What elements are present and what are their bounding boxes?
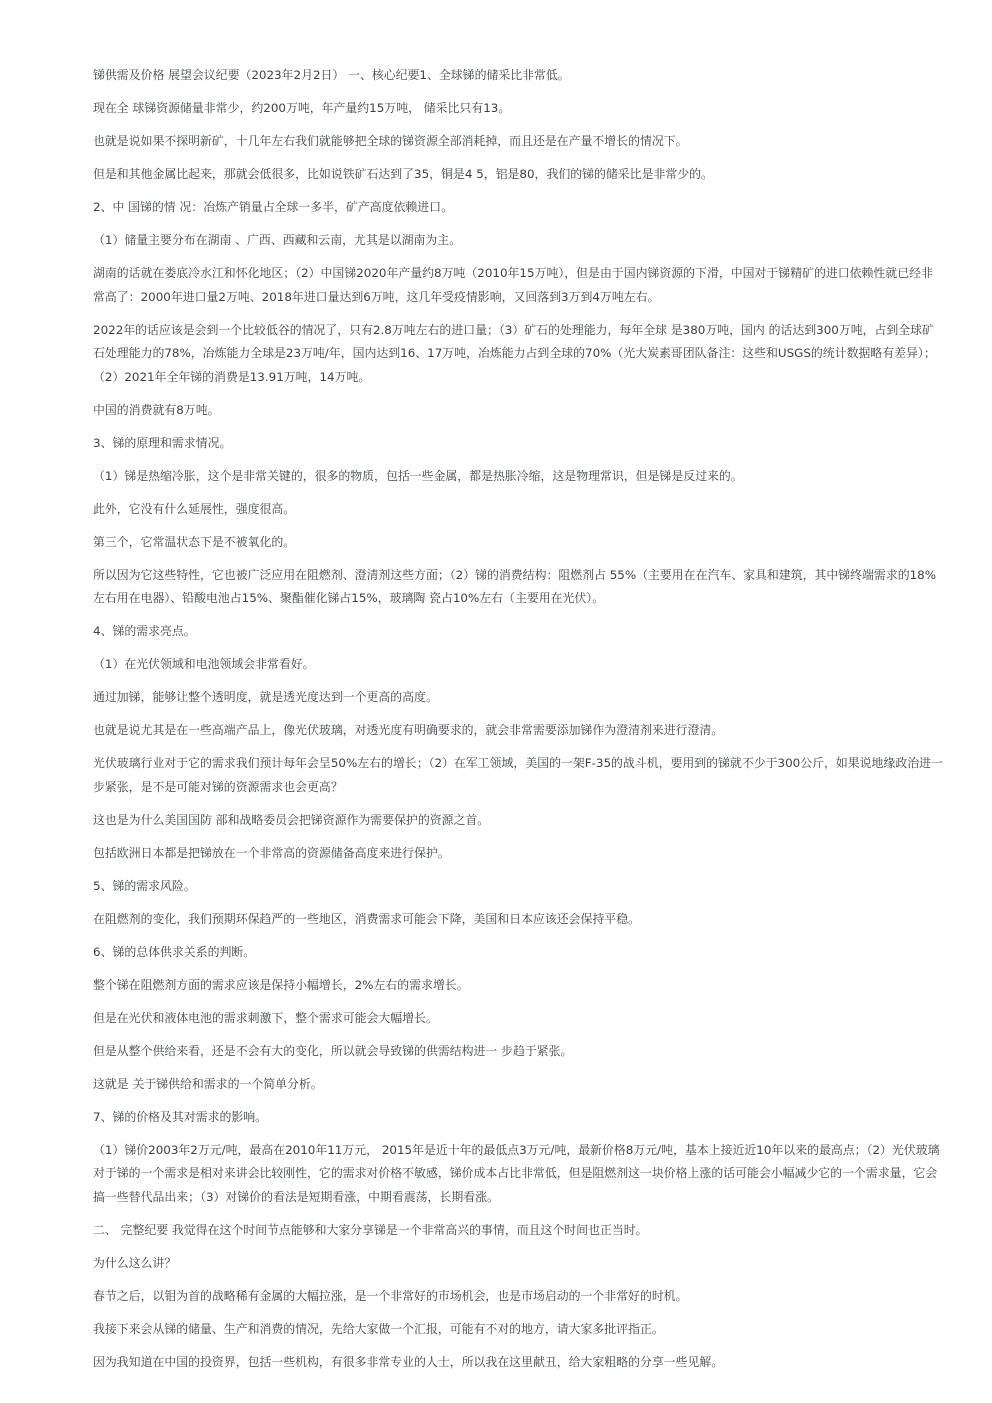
paragraph: 二、 完整纪要 我觉得在这个时间节点能够和大家分享锑是一个非常高兴的事情，而且这个时间也正当时。 [93,1222,648,1237]
paragraph: 这就是 关于锑供给和需求的一个简单分析。 [93,1076,323,1091]
paragraph: （1）储量主要分布在湖南 、广西、西藏和云南，尤其是以湖南为主。 [93,233,462,247]
section-heading: 7、锑的价格及其对需求的影响。 [93,1109,268,1124]
paragraph: 此外，它没有什么延展性，强度很高。 [93,501,296,516]
paragraph: 光伏玻璃行业对于它的需求我们预计每年会呈50%左右的增长；（2）在军工领域，美国的一架F-35的战斗机，要用到的锑就不少于300公斤，如果说地缘政治进一步紧张，是不是可能对锑的资源需求也会更高？ [93,756,943,794]
section-heading: 5、锑的需求风险。 [93,878,196,893]
paragraph: （1）在光伏领域和电池领域会非常看好。 [93,657,315,671]
paragraph: 为什么这么讲？ [93,1255,177,1270]
paragraph: 因为我知道在中国的投资界，包括一些机构，有很多非常专业的人士，所以我在这里献丑，给大家粗略的分享一些见解。 [93,1354,724,1369]
paragraph: 但是在光伏和液体电池的需求刺激下，整个需求可能会大幅增长。 [93,1010,438,1025]
paragraph: 所以因为它这些特性，它也被广泛应用在阻燃剂、澄清剂这些方面；（2）锑的消费结构：阻燃剂占 55%（主要用在在汽车、家具和建筑，其中锑终端需求的18%左右用在电器）、铅酸电池占15%、聚酯催化锑占15%，玻璃陶 瓷占10%左右（主要用在光伏）。 [93,567,937,605]
paragraph: 湖南的话就在娄底冷水江和怀化地区；（2）中国锑2020年产量约8万吨（2010年15万吨），但是由于国内锑资源的下滑，中国对于锑精矿的进口依赖性就已经非常高了：2000年进口量2万吨、2018年进口量达到6万吨，这几年受疫情影响，又回落到3万到4万吨左右。 [93,266,933,304]
document-body [93,64,943,1384]
section-heading: 6、锑的总体供求关系的判断。 [93,944,256,959]
paragraph: 春节之后，以钼为首的战略稀有金属的大幅拉涨，是一个非常好的市场机会，也是市场启动的一个非常好的时机。 [93,1288,688,1303]
paragraph: 也就是说如果不探明新矿，十几年左右我们就能够把全球的锑资源全部消耗掉，而且还是在产量不增长的情况下。 [93,134,688,148]
section-heading: 3、锑的原理和需求情况。 [93,435,232,450]
section-heading: 2、中 国锑的情 况：冶炼产销量占全球一多半，矿产高度依赖进口。 [93,200,453,214]
paragraph: 中国的消费就有8万吨。 [93,402,220,417]
paragraph: 通过加锑，能够让整个透明度，就是透光度达到一个更高的高度。 [93,690,438,704]
paragraph: 现在全 球锑资源储量非常少，约200万吨，年产量约15万吨， 储采比只有13。 [93,101,511,115]
paragraph: 但是和其他金属比起来，那就会低很多，比如说铁矿石达到了35，铜是4 5，铝是80，我们的锑的储采比是非常少的。 [93,167,713,181]
paragraph: 我接下来会从锑的储量、生产和消费的情况，先给大家做一个汇报，可能有不对的地方，请大家多批评指正。 [93,1321,664,1336]
paragraph: 也就是说尤其是在一些高端产品上，像光伏玻璃，对透光度有明确要求的，就会非常需要添加锑作为澄清剂来进行澄清。 [93,723,724,737]
paragraph: 锑供需及价格 展望会议纪要（2023年2月2日） 一、核心纪要1、全球锑的储采比非常低。 [93,68,570,82]
paragraph: （1）锑价2003年2万元/吨，最高在2010年11万元， 2015年是近十年的最低点3万元/吨，最新价格8万元/吨，基本上接近近10年以来的最高点；（2）光伏玻璃对于锑的一个需求是相对来讲会比较刚性，它的需求对价格不敏感，锑价成本占比非常低，但是阻燃剂这一块价格上涨的话可能会小幅减少它的一个需求量，它会搞一些替代品出来；（3）对锑价的看法是短期看涨，中期看震荡，长期看涨。 [93,1142,940,1204]
paragraph: 第三个，它常温状态下是不被氧化的。 [93,534,296,549]
paragraph: 在阻燃剂的变化，我们预期环保趋严的一些地区，消费需求可能会下降，美国和日本应该还会保持平稳。 [93,911,640,926]
paragraph: 包括欧洲日本都是把锑放在一个非常高的资源储备高度来进行保护。 [93,845,450,860]
paragraph: 整个锑在阻燃剂方面的需求应该是保持小幅增长，2%左右的需求增长。 [93,977,469,992]
paragraph: 2022年的话应该是会到一个比较低谷的情况了，只有2.8万吨左右的进口量；（3）矿石的处理能力，每年全球 是380万吨，国内 的话达到300万吨，占到全球矿石处理能力的78%，冶炼能力全球是23万吨/年，国内达到16、17万吨，冶炼能力占到全球的70%（光大炭素哥团队备注：这些和USGS的统计数据略有差异）；（2）2021年全年锑的消费是13.91万吨，14万吨。 [93,322,936,384]
section-heading: 4、锑的需求亮点。 [93,624,196,638]
paragraph: 这也是为什么美国国防 部和战略委员会把锑资源作为需要保护的资源之首。 [93,812,490,827]
paragraph: 但是从整个供给来看，还是不会有大的变化，所以就会导致锑的供需结构进一 步趋于紧张。 [93,1043,573,1058]
paragraph: （1）锑是热缩冷胀，这个是非常关键的，很多的物质，包括一些金属，都是热胀冷缩，这是物理常识，但是锑是反过来的。 [93,468,743,483]
